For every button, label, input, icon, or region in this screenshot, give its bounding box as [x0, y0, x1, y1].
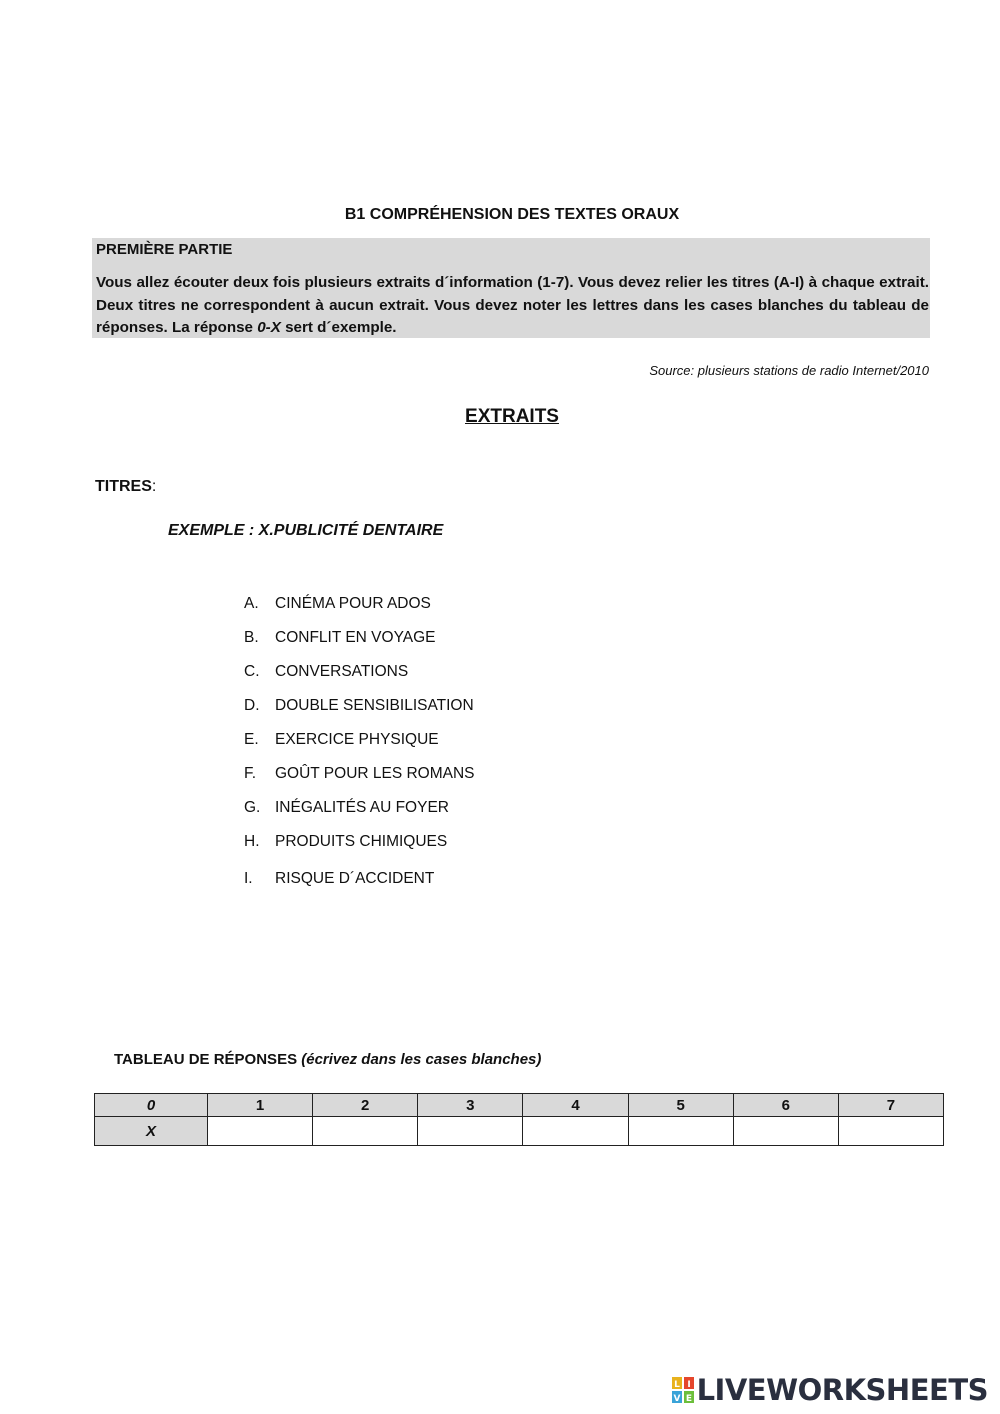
title-text: DOUBLE SENSIBILISATION — [275, 697, 474, 714]
title-text: RISQUE D´ACCIDENT — [275, 870, 435, 887]
list-item — [244, 728, 475, 762]
title-text: GOÛT POUR LES ROMANS — [275, 765, 475, 782]
titres-label-text: TITRES — [95, 478, 152, 495]
list-item — [244, 762, 475, 796]
list-item — [244, 660, 475, 694]
answers-header-cell: 7 — [838, 1094, 943, 1117]
answers-header-cell: 0 — [95, 1094, 208, 1117]
answers-table — [94, 1093, 944, 1146]
title-letter: C. — [244, 663, 260, 680]
answers-header-cell: 4 — [523, 1094, 628, 1117]
svg-text:V: V — [673, 1394, 681, 1403]
title-letter: A. — [244, 595, 259, 612]
title-letter: H. — [244, 833, 260, 850]
svg-text:E: E — [685, 1394, 692, 1403]
title-letter: D. — [244, 697, 260, 714]
title-text: PRODUITS CHIMIQUES — [275, 833, 448, 850]
liveworksheets-logo-text: LIVEWORKSHEETS — [696, 1373, 988, 1407]
title-letter: F. — [244, 765, 257, 782]
answers-header-cell: 2 — [313, 1094, 418, 1117]
svg-text:I: I — [686, 1380, 691, 1390]
answers-input-row — [95, 1117, 944, 1146]
title-letter: B. — [244, 629, 259, 646]
instructions-example-ref: 0-X — [257, 319, 281, 336]
titres-colon: : — [151, 478, 157, 495]
source-note: Source: plusieurs stations de radio Internet/2010 — [649, 363, 929, 378]
title-text: CONFLIT EN VOYAGE — [275, 629, 436, 646]
answers-header-cell: 3 — [418, 1094, 523, 1117]
list-item — [244, 626, 475, 660]
answer-input-3[interactable] — [418, 1117, 523, 1146]
svg-text:L: L — [673, 1380, 680, 1390]
title-letter: E. — [244, 731, 259, 748]
answer-input-4[interactable] — [523, 1117, 628, 1146]
list-item — [244, 694, 475, 728]
section-title: EXTRAITS — [465, 406, 559, 427]
list-item — [244, 864, 475, 898]
document-title: B1 COMPRÉHENSION DES TEXTES ORAUX — [344, 206, 680, 223]
title-text: CONVERSATIONS — [275, 663, 409, 680]
answer-input-6[interactable] — [733, 1117, 838, 1146]
list-item — [244, 830, 475, 864]
answers-table-title — [114, 1051, 541, 1068]
list-item — [244, 592, 475, 626]
answers-table-subtitle: (écrivez dans les cases blanches) — [301, 1051, 542, 1068]
answers-table-title-text: TABLEAU DE RÉPONSES — [114, 1051, 298, 1068]
titres-label — [95, 478, 156, 496]
instructions-text-before: Vous allez écouter deux fois plusieurs extraits d´information (1-7). Vous devez relier les titres (A-I) à chaque extrait. Deux titres ne correspondent à aucun extrait. Vous devez noter les lettres dans les cases blanches du tableau de réponses. La réponse — [96, 274, 929, 336]
answers-header-cell: 1 — [208, 1094, 313, 1117]
instructions-heading: PREMIÈRE PARTIE — [96, 241, 233, 258]
answers-header-row — [95, 1094, 944, 1117]
answers-header-cell: 5 — [628, 1094, 733, 1117]
answers-header-cell: 6 — [733, 1094, 838, 1117]
titles-list — [244, 592, 475, 898]
title-text: EXERCICE PHYSIQUE — [275, 731, 439, 748]
list-item — [244, 796, 475, 830]
answer-input-7[interactable] — [838, 1117, 943, 1146]
answer-input-2[interactable] — [313, 1117, 418, 1146]
answer-input-5[interactable] — [628, 1117, 733, 1146]
liveworksheets-logo-icon — [672, 1377, 694, 1403]
answer-input-1[interactable] — [208, 1117, 313, 1146]
title-text: INÉGALITÉS AU FOYER — [275, 799, 449, 816]
instructions-text-after: sert d´exemple. — [280, 319, 397, 336]
example-answer-cell: X — [95, 1117, 208, 1146]
instructions-text — [96, 272, 929, 340]
title-letter: G. — [244, 799, 261, 816]
liveworksheets-logo[interactable] — [672, 1373, 988, 1407]
example-line: EXEMPLE : X.PUBLICITÉ DENTAIRE — [168, 522, 444, 539]
title-letter: I. — [244, 870, 253, 887]
title-text: CINÉMA POUR ADOS — [275, 595, 431, 612]
